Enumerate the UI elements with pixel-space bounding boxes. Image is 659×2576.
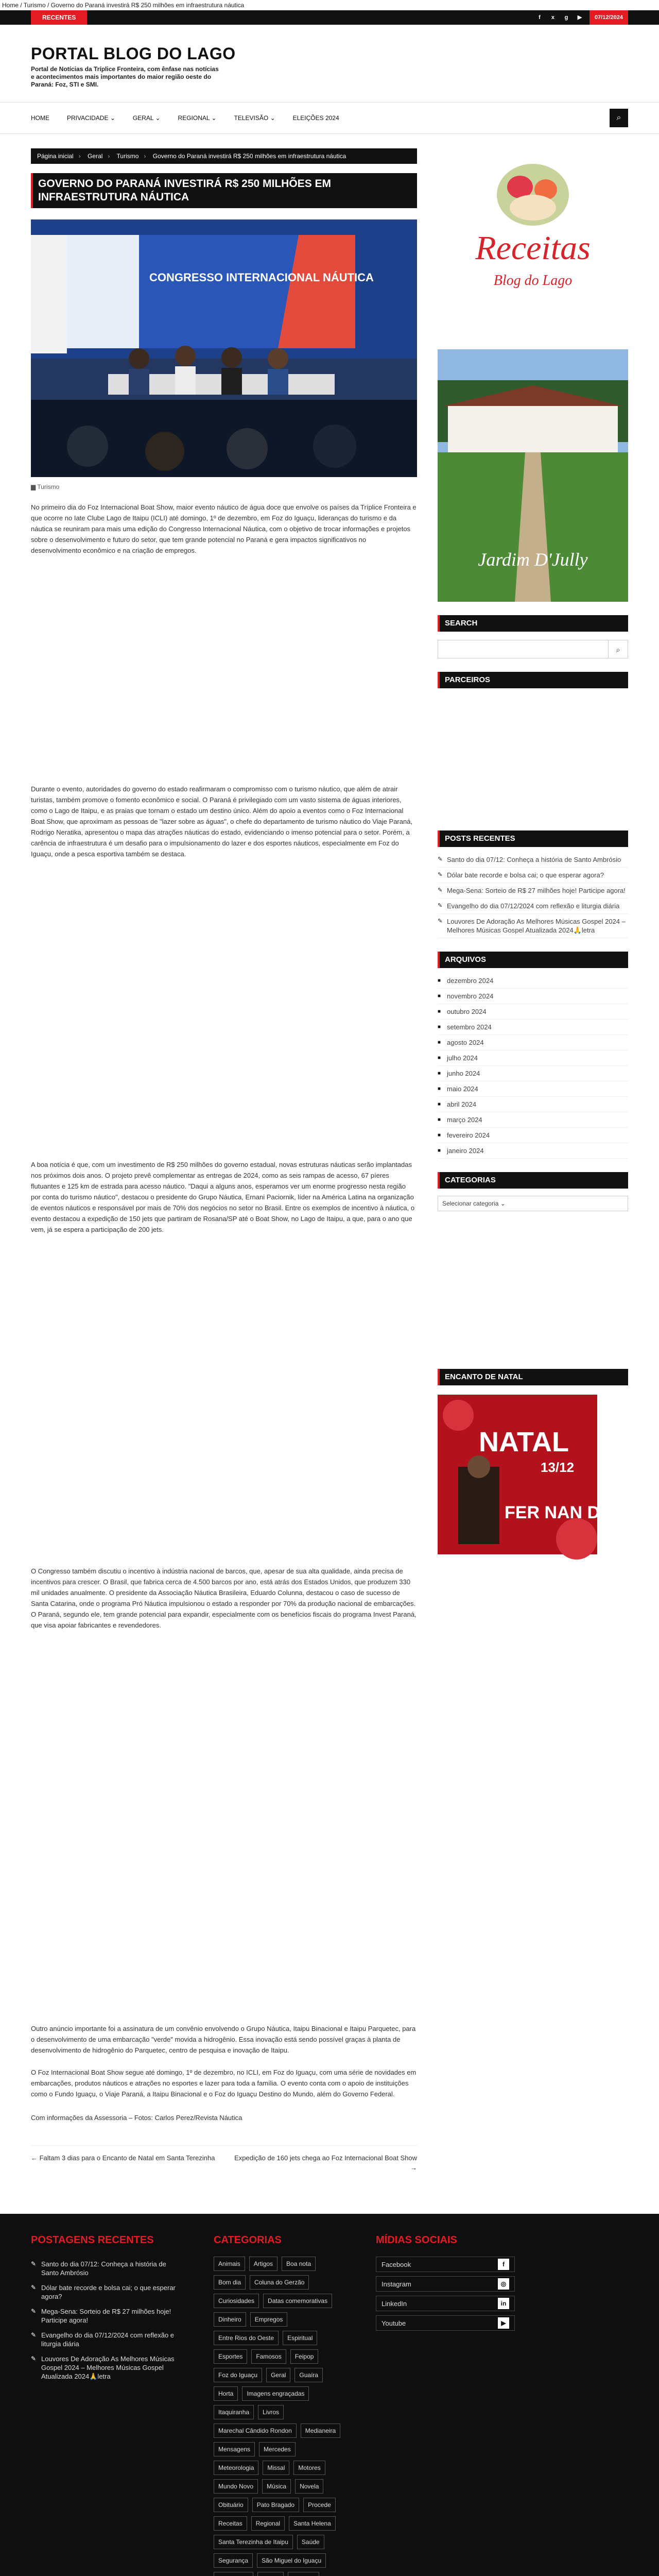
recent-post-item[interactable]: ✎ Santo do dia 07/12: Conheça a história de Santo Ambrósio	[438, 852, 628, 868]
breadcrumb-geral[interactable]: Geral	[88, 152, 103, 160]
tag-item[interactable]: Espiritual	[283, 2331, 317, 2345]
ad-space	[31, 859, 417, 1148]
parceiros-area	[438, 688, 628, 817]
recent-post-item[interactable]: ✎ Dólar bate recorde e bolsa cai; o que esperar agora?	[438, 868, 628, 883]
tag-item[interactable]: Música	[262, 2479, 291, 2494]
tag-item[interactable]: Novela	[295, 2479, 323, 2494]
search-icon[interactable]: ⌕	[609, 640, 628, 658]
categories-area	[438, 1211, 628, 1355]
tag-item[interactable]: Livros	[258, 2405, 284, 2419]
tag-item[interactable]: Esportes	[214, 2349, 247, 2364]
tag-item[interactable]	[288, 2572, 319, 2576]
linkedin-icon: in	[498, 2298, 509, 2309]
recent-post-item[interactable]: ✎ Louvores De Adoração As Melhores Músicas Gospel 2024 – Melhores Músicas Gospel Atualizada 2024🙏letra	[438, 914, 628, 938]
natal-poster	[438, 1395, 644, 1554]
tag-item[interactable]: Meteorologia	[214, 2461, 258, 2475]
site-tagline: Portal de Notícias da Tríplice Fronteira, com ênfase nas notícias e acontecimentos mais importantes do maior região oeste do Paraná: Foz, STI e SMI.	[31, 65, 219, 88]
sidebar-search-input[interactable]	[438, 640, 609, 658]
recipes-title: Receitas	[475, 229, 591, 267]
footer-post-item[interactable]: ✎ Mega-Sena: Sorteio de R$ 27 milhões hoje! Participe agora!	[31, 2304, 185, 2328]
recent-post-item[interactable]: ✎ Evangelho do dia 07/12/2024 com reflexão e liturgia diária	[438, 899, 628, 914]
search-widget-title: SEARCH	[438, 615, 628, 632]
ad-space	[31, 1631, 417, 2012]
prev-post-link[interactable]: ← Faltam 3 dias para o Encanto de Natal em Santa Terezinha	[31, 2154, 215, 2162]
top-breadcrumb: Home / Turismo / Governo do Paraná investirá R$ 250 milhões em infraestrutura náutica	[0, 0, 659, 10]
main-nav	[0, 102, 659, 134]
farm-photo	[438, 349, 628, 602]
archive-item[interactable]: ■ maio 2024	[438, 1081, 628, 1097]
footer-categories-title: CATEGORIAS	[214, 2234, 282, 2246]
chevron-down-icon: ⌄	[110, 114, 115, 122]
natal-date: 13/12	[541, 1460, 575, 1475]
tag-item[interactable]: Geral	[266, 2368, 290, 2382]
tag-item[interactable]: São Miguel do Iguaçu	[257, 2553, 326, 2568]
recentes-tag[interactable]: RECENTES	[31, 10, 87, 25]
social-label: Youtube	[381, 2319, 406, 2327]
footer-post-item[interactable]: ✎ Louvores De Adoração As Melhores Músicas Gospel 2024 – Melhores Músicas Gospel Atualizada 2024🙏letra	[31, 2351, 185, 2384]
chevron-down-icon: ⌄	[270, 114, 275, 122]
farm-banner[interactable]	[438, 349, 628, 602]
tag-item[interactable]: Datas comemorativas	[263, 2294, 332, 2308]
article-paragraph: No primeiro dia do Foz Internacional Boat Show, maior evento náutico de água doce que envolve os países da Tríplice Fronteira e que ocorre no Iate Clube Lago de Itaipu (ICLI) até domingo, 1º de dezembro, em Foz do Iguaçu, lideranças do turismo e da náutica se reuniram para mais uma edição do Congresso Internacional Náutica, com o objetivo de trocar informações e projetos sobre o desenvolvimento e futuro do setor, que tem grande potencial no Paraná e gera impactos significativos no desenvolvimento econômico e na criação de empregos.	[31, 503, 417, 554]
tag-item[interactable]: Receitas	[214, 2516, 247, 2531]
article-credits: Com informações da Assessoria – Fotos: Carlos Perez/Revista Náutica	[31, 2114, 242, 2122]
tag-item[interactable]: Horta	[214, 2386, 238, 2401]
tag-item[interactable]: Itaquiranha	[214, 2405, 254, 2419]
nav-geral[interactable]	[133, 114, 161, 122]
hero-banner-text: CONGRESSO INTERNACIONAL NÁUTICA	[149, 271, 374, 284]
site-footer	[0, 2214, 659, 2576]
categories-title: CATEGORIAS	[438, 1172, 628, 1189]
recent-posts-list	[438, 852, 628, 938]
site-title[interactable]: PORTAL BLOG DO LAGO	[31, 44, 236, 63]
social-label: Instagram	[381, 2280, 411, 2288]
article-hero-image	[31, 219, 417, 477]
tag-item[interactable]: Motores	[293, 2461, 325, 2475]
archive-item[interactable]: ■ agosto 2024	[438, 1035, 628, 1050]
tag-item[interactable]: Santa Terezinha de Itaipu	[214, 2535, 293, 2549]
article-content	[31, 148, 417, 2173]
search-form	[438, 640, 628, 658]
recipes-banner[interactable]	[438, 148, 628, 339]
tag-item[interactable]	[257, 2572, 284, 2576]
footer-social	[376, 2234, 530, 2576]
tag-item[interactable]: Pato Bragado	[252, 2498, 299, 2512]
tag-item[interactable]: Feipop	[290, 2349, 319, 2364]
site-logo[interactable]	[31, 44, 236, 89]
tag-cloud	[214, 2257, 342, 2576]
sidebar	[438, 148, 644, 2173]
archive-item[interactable]: ■ dezembro 2024	[438, 973, 628, 989]
article-category[interactable]	[31, 483, 417, 490]
tag-item[interactable]: Entre Rios do Oeste	[214, 2331, 279, 2345]
recipes-subtitle: Blog do Lago	[493, 273, 573, 289]
archive-item[interactable]: ■ abril 2024	[438, 1097, 628, 1112]
tag-item[interactable]: Missal	[263, 2461, 289, 2475]
archive-item[interactable]: ■ janeiro 2024	[438, 1143, 628, 1159]
nav-eleicoes[interactable]: ELEIÇÕES 2024	[292, 114, 339, 122]
tag-item[interactable]: Obituário	[214, 2498, 248, 2512]
footer-posts-title: POSTAGENS RECENTES	[31, 2234, 154, 2246]
site-header	[0, 25, 659, 102]
current-date: 07/12/2024	[589, 10, 628, 25]
tag-item[interactable]: Famosos	[251, 2349, 286, 2364]
footer-categories	[214, 2234, 348, 2576]
breadcrumb-home[interactable]: Página inicial	[37, 152, 74, 160]
facebook-icon[interactable]: f	[539, 14, 541, 21]
archive-item[interactable]: ■ junho 2024	[438, 1066, 628, 1081]
archive-item[interactable]: ■ setembro 2024	[438, 1020, 628, 1035]
tag-item[interactable]: Medianeira	[301, 2424, 340, 2438]
folder-icon: ▆	[31, 483, 36, 490]
article-paragraph: Durante o evento, autoridades do governo do estado reafirmaram o compromisso com o turismo náutico, que além de atrair turistas, também promove o fomento econômico e social. O Paraná é privilegiado com um vasto sistema de águas interiores, como o Lago de Itaipu, e as praias que tornam o estado um destino único. Além do apoio a eventos como o Foz Internacional Boat Show, que aproximam as pessoas de "lazer sobre as águas", o chefe do departamento de turismo náutico do Viaje Paraná, Rodrigo Neratika, apresentou o mapa das atrações náuticas do estado, evidenciando o imenso potencial para o setor. Porém, a carência de infraestrutura é um desafio para o impulsionamento do lazer e dos esportes náuticos, especialmente em Foz do Iguaçu, onde a pesca esportiva também se destaca.	[31, 785, 413, 858]
chevron-down-icon: ⌄	[155, 114, 161, 122]
tag-item[interactable]: Empregos	[250, 2312, 288, 2327]
nav-privacidade[interactable]	[67, 114, 115, 122]
social-linkedin[interactable]	[376, 2296, 515, 2311]
archive-item[interactable]: ■ março 2024	[438, 1112, 628, 1128]
tag-item[interactable]: Curiosidades	[214, 2294, 259, 2308]
next-post-link[interactable]: Expedição de 160 jets chega ao Foz Internacional Boat Show →	[234, 2154, 417, 2172]
footer-social-title: MÍDIAS SOCIAIS	[376, 2234, 457, 2246]
parceiros-widget-title: PARCEIROS	[438, 672, 628, 688]
post-navigation	[31, 2145, 417, 2173]
social-youtube[interactable]	[376, 2315, 515, 2331]
tag-item[interactable]: Boa nota	[282, 2257, 316, 2271]
breadcrumb	[31, 148, 417, 164]
youtube-icon[interactable]: ▶	[577, 14, 582, 21]
tag-item[interactable]: Animais	[214, 2257, 245, 2271]
youtube-icon: ▶	[498, 2317, 509, 2329]
natal-widget-title: ENCANTO DE NATAL	[438, 1369, 628, 1385]
tag-item[interactable]: Procede	[303, 2498, 336, 2512]
breadcrumb-turismo[interactable]: Turismo	[116, 152, 139, 160]
tag-item[interactable]: Bom dia	[214, 2275, 246, 2290]
tag-item[interactable]: Saúde	[297, 2535, 324, 2549]
recent-post-item[interactable]: ✎ Mega-Sena: Sorteio de R$ 27 milhões hoje! Participe agora!	[438, 883, 628, 899]
tag-item[interactable]	[214, 2572, 253, 2576]
chevron-down-icon: ⌄	[211, 114, 217, 122]
google-icon[interactable]: g	[564, 14, 568, 21]
tag-item[interactable]: Mercedes	[259, 2442, 296, 2456]
breadcrumb-current: Governo do Paraná investirá R$ 250 milhões em infraestrutura náutica	[152, 152, 346, 160]
nav-privacidade-label: PRIVACIDADE	[67, 114, 109, 122]
archive-item[interactable]: ■ fevereiro 2024	[438, 1128, 628, 1143]
natal-banner-text: NATAL	[479, 1427, 569, 1458]
nav-regional-label: REGIONAL	[178, 114, 210, 122]
breadcrumb-separator: ›	[78, 152, 81, 160]
twitter-icon[interactable]: x	[551, 14, 554, 21]
social-instagram[interactable]	[376, 2276, 515, 2292]
archive-item[interactable]: ■ julho 2024	[438, 1050, 628, 1066]
nav-televisao-label: TELEVISÃO	[234, 114, 269, 122]
tag-item[interactable]: Mundo Novo	[214, 2479, 258, 2494]
article-paragraph: O Foz Internacional Boat Show segue até domingo, 1º de dezembro, no ICLI, em Foz do Iguaçu, com uma série de novidades em embarcações, produtos náuticos e atrações no esportes e lazer para toda a família. O evento conta com o apoio de instituições como o Fundo Iguaçu, o Viaje Paraná, a Itaipu Binacional e o Foz do Iguaçu Destino do Mundo, além do Governo Federal.	[31, 2069, 417, 2098]
footer-post-item[interactable]: ✎ Santo do dia 07/12: Conheça a história de Santo Ambrósio	[31, 2257, 185, 2280]
natal-artist: FER NAN DINHO	[505, 1503, 644, 1522]
tag-item[interactable]: Dinheiro	[214, 2312, 246, 2327]
tag-item[interactable]: Regional	[251, 2516, 285, 2531]
hero-photo	[31, 219, 417, 477]
archive-item[interactable]: ■ novembro 2024	[438, 989, 628, 1004]
tag-item[interactable]: Foz do Iguaçu	[214, 2368, 262, 2382]
tag-item[interactable]: Coluna do Gerzão	[250, 2275, 309, 2290]
ad-space	[31, 1235, 417, 1554]
archive-item[interactable]: ■ outubro 2024	[438, 1004, 628, 1020]
category-select[interactable]	[438, 1196, 628, 1211]
facebook-icon: f	[498, 2259, 509, 2270]
article-paragraph: Outro anúncio importante foi a assinatura de um convênio envolvendo o Grupo Náutica, Itaipu Binacional e Itaipu Parquetec, para o desenvolvimento de uma embarcação "verde" movida a hidrogênio. Essa inovação está sendo possível graças à planta de desenvolvimento de hidrogênio do Parquetec, centro de pesquisa e inovação de Itaipu.	[31, 2025, 416, 2054]
tag-item[interactable]: Imagens engraçadas	[242, 2386, 309, 2401]
nav-televisao[interactable]	[234, 114, 275, 122]
tag-item[interactable]: Segurança	[214, 2553, 253, 2568]
tag-item[interactable]: Santa Helena	[289, 2516, 336, 2531]
natal-banner[interactable]	[438, 1395, 644, 1554]
farm-text: Jardim D'Jully	[478, 549, 588, 570]
nav-geral-label: GERAL	[132, 114, 154, 122]
instagram-icon: ◎	[498, 2278, 509, 2290]
nav-home[interactable]: HOME	[31, 114, 49, 122]
breadcrumb-separator: ›	[144, 152, 146, 160]
footer-post-item[interactable]: ✎ Dólar bate recorde e bolsa cai; o que esperar agora?	[31, 2280, 185, 2304]
archives-list	[438, 973, 628, 1159]
breadcrumb-separator: ›	[108, 152, 110, 160]
footer-posts	[31, 2234, 185, 2576]
tag-item[interactable]: Mensagens	[214, 2442, 255, 2456]
search-icon[interactable]: ⌕	[610, 109, 628, 127]
category-select-value: Selecionar categoria	[442, 1200, 499, 1207]
article-title: GOVERNO DO PARANÁ INVESTIRÁ R$ 250 MILHÕES EM INFRAESTRUTURA NÁUTICA	[31, 173, 417, 208]
archives-title: ARQUIVOS	[438, 952, 628, 968]
article-paragraph: A boa notícia é que, com um investimento de R$ 250 milhões do governo estadual, novas estruturas náuticas serão implantadas nos próximos dois anos. O projeto prevê complementar as entregas de 2024, como as seis rampas de acesso, 67 píeres flutuantes e 125 km de estrada para acesso náutico. "Daqui a alguns anos, esperamos ver um enorme progresso nesta região por conta do turismo náutico", destacou o presidente do Grupo Náutica, Ernani Paciornik, líder na América Latina na organização de eventos náuticos e responsável por mais de 70% dos negócios no setor no Brasil. Entre os exemplos de incentivo à náutica, o evento destacou a expedição de 150 jets que partiram de Rosana/SP até o Boat Show, no Lago de Itaipu, a que, para o ano que vem, já se espera a participação de 200 jets.	[31, 1161, 415, 1233]
nav-regional[interactable]	[178, 114, 217, 122]
footer-post-item[interactable]: ✎ Evangelho do dia 07/12/2024 com reflexão e liturgia diária	[31, 2328, 185, 2351]
social-facebook[interactable]	[376, 2257, 515, 2272]
ad-space	[31, 556, 417, 772]
social-label: Facebook	[381, 2260, 411, 2268]
recipes-illustration	[438, 148, 628, 339]
tag-item[interactable]: Guaíra	[294, 2368, 323, 2382]
tag-item[interactable]: Artigos	[249, 2257, 278, 2271]
recent-posts-title: POSTS RECENTES	[438, 831, 628, 847]
top-bar	[0, 10, 659, 25]
category-label: Turismo	[37, 483, 60, 490]
social-label: LinkedIn	[381, 2299, 407, 2308]
article-paragraph: O Congresso também discutiu o incentivo à indústria nacional de barcos, que, apesar de sua alta qualidade, ainda precisa de incentivos para crescer. O Brasil, que fabrica cerca de 4.500 barcos por ano, está atrás dos Estados Unidos, que produzem 330 mil unidades anualmente. O presidente da Associação Náutica Brasileira, Eduardo Colunna, destacou o caso de sucesso de Santa Catarina, onde o programa Pró Náutica impulsionou o estado a responder por 70% da produção nacional de embarcações. O Paraná, segundo ele, tem grande potencial para expandir, especialmente com os benefícios fiscais do programa Invest Paraná, que visa apoiar fabricantes e revendedores.	[31, 1567, 417, 1629]
chevron-down-icon: ⌄	[500, 1200, 506, 1207]
tag-item[interactable]: Marechal Cândido Rondon	[214, 2424, 297, 2438]
